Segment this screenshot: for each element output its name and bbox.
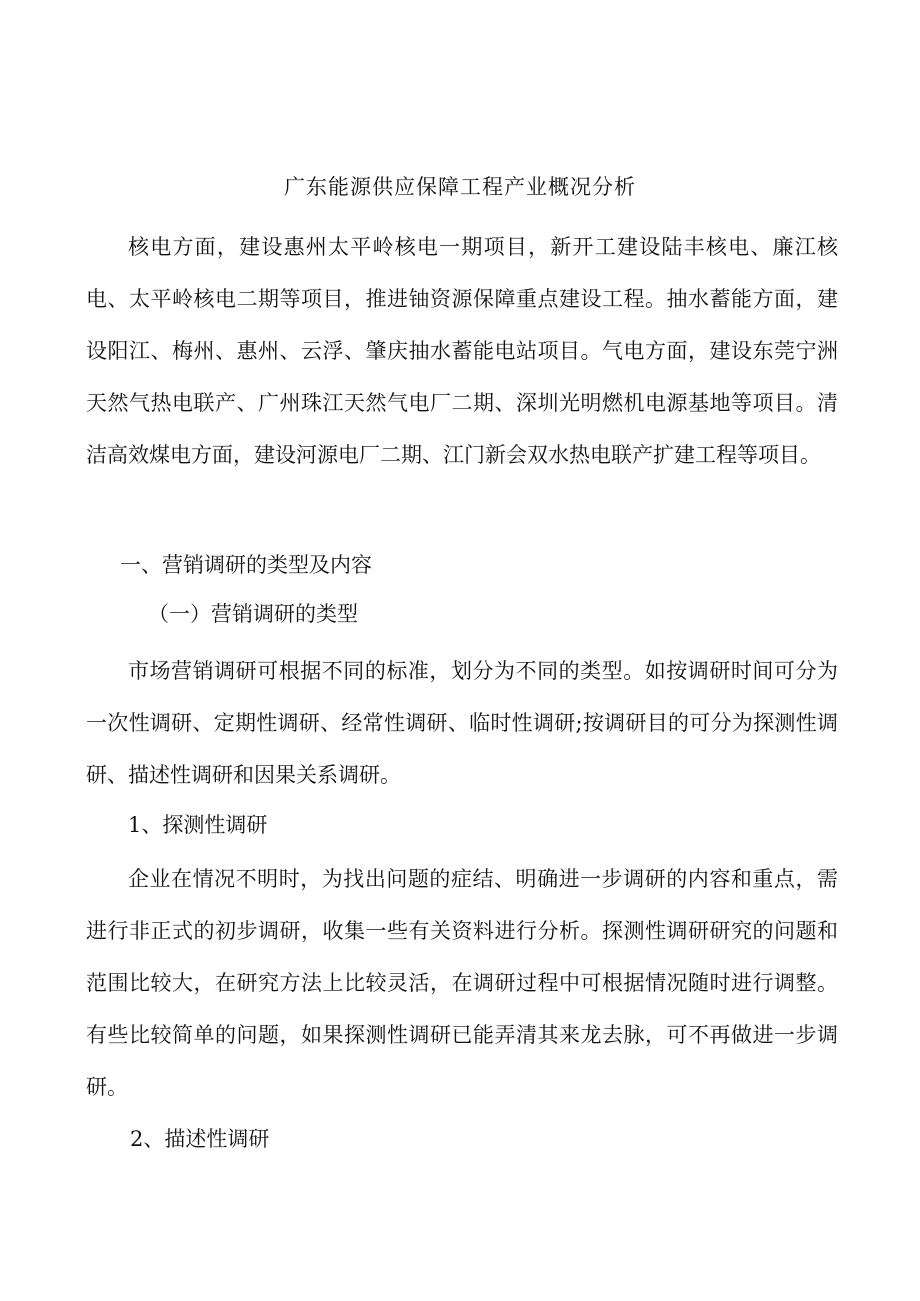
item-heading-exploratory-research: 1、探测性调研 bbox=[128, 813, 268, 837]
subsection-heading-research-types: （一）营销调研的类型 bbox=[148, 602, 358, 626]
item-heading-descriptive-research: 2、描述性调研 bbox=[130, 1127, 270, 1151]
document-title: 广东能源供应保障工程产业概况分析 bbox=[284, 175, 636, 199]
section-heading-marketing-research: 一、营销调研的类型及内容 bbox=[120, 553, 372, 577]
paragraph-exploratory-research: 企业在情况不明时，为找出问题的症结、明确进一步调研的内容和重点，需进行非正式的初步调研，收集一些有关资料进行分析。探测性调研研究的问题和范围比较大，在研究方法上比较灵活，在调研过程中可根据情况随时进行调整。有些比较简单的问题，如果探测性调研已能弄清其来龙去脉，可不再做进一步调研。 bbox=[86, 867, 838, 1099]
paragraph-research-types: 市场营销调研可根据不同的标准，划分为不同的类型。如按调研时间可分为一次性调研、定期性调研、经常性调研、临时性调研;按调研目的可分为探测性调研、描述性调研和因果关系调研。 bbox=[86, 659, 838, 787]
paragraph-energy-projects: 核电方面，建设惠州太平岭核电一期项目，新开工建设陆丰核电、廉江核电、太平岭核电二期等项目，推进铀资源保障重点建设工程。抽水蓄能方面，建设阳江、梅州、惠州、云浮、肇庆抽水蓄能电站项目。气电方面，建设东莞宁洲天然气热电联产、广州珠江天然气电厂二期、深圳光明燃机电源基地等项目。清洁高效煤电方面，建设河源电厂二期、江门新会双水热电联产扩建工程等项目。 bbox=[86, 235, 838, 467]
